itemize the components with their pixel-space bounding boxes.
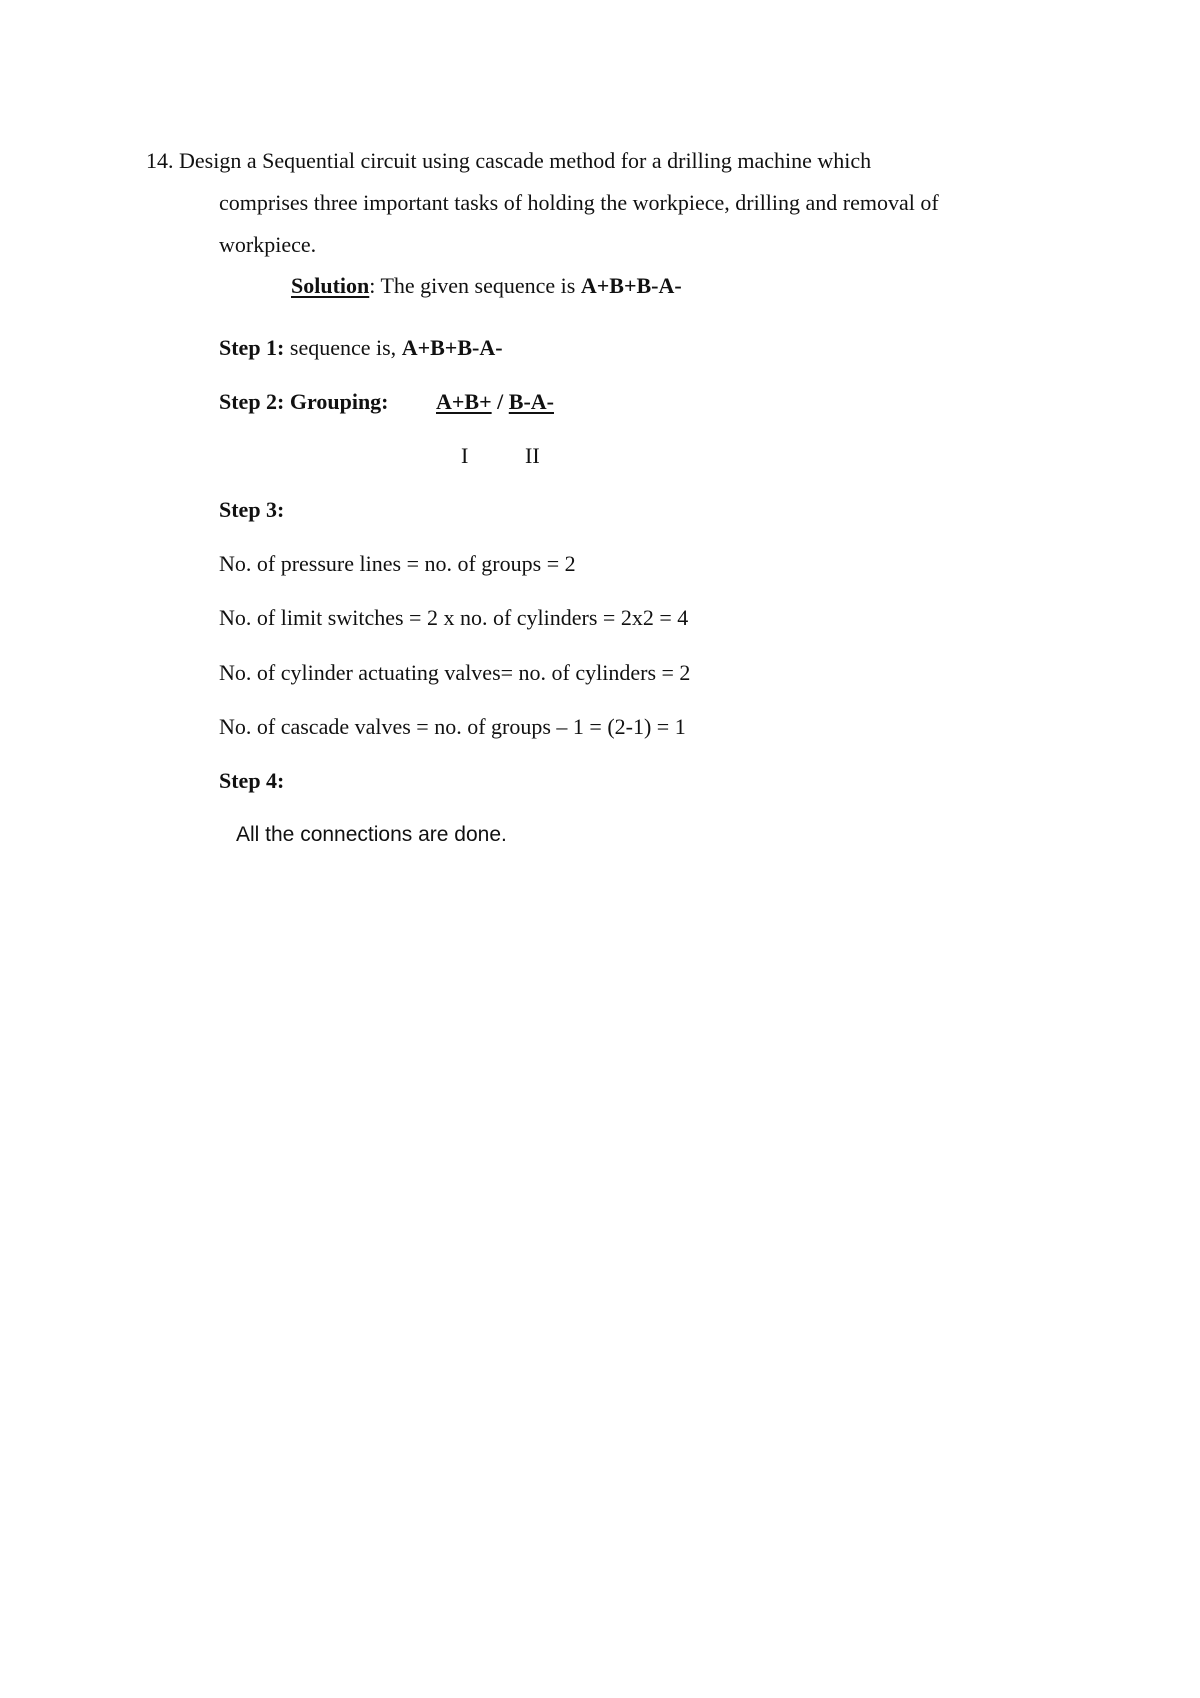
solution-line [291,275,682,297]
step4-label: Step 4: [219,768,285,793]
step1-text: sequence is, [284,335,402,360]
solution-label: Solution [291,273,370,298]
group-2: B-A- [508,389,554,414]
step2-grouping [436,391,554,413]
question-line-3: workpiece. [219,232,317,257]
step2-line [219,391,389,413]
step3-line-2: No. of limit switches = 2 x no. of cylinders = 2x2 = 4 [219,605,689,630]
step3-line-1: No. of pressure lines = no. of groups = 2 [219,551,576,576]
question-text-1: Design a Sequential circuit using cascade method for a drilling machine which [179,148,872,173]
step1-sequence: A+B+B-A- [401,335,503,360]
solution-sequence: A+B+B-A- [580,273,682,298]
step1-label: Step 1: [219,335,285,360]
step1-line [219,337,503,359]
roman-numeral-2: II [525,443,540,468]
roman-numeral-1: I [461,443,469,468]
step3-label: Step 3: [219,497,285,522]
group-1: A+B+ [436,389,492,414]
question-line-2: comprises three important tasks of holding the workpiece, drilling and removal of [219,190,939,215]
group-separator: / [491,389,509,414]
question-line-1 [146,150,871,172]
question-number: 14. [146,148,174,173]
step2-label: Step 2: Grouping: [219,389,389,414]
step3-line-3: No. of cylinder actuating valves= no. of cylinders = 2 [219,660,691,685]
step4-text: All the connections are done. [236,823,507,846]
step3-line-4: No. of cascade valves = no. of groups – 1 = (2-1) = 1 [219,714,686,739]
solution-text: : The given sequence is [369,273,581,298]
